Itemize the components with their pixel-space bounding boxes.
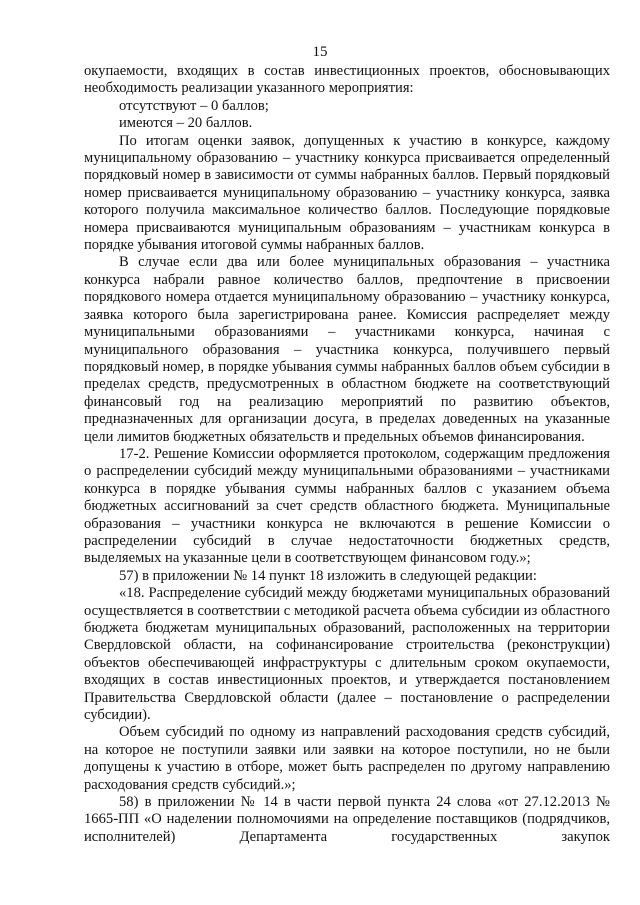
paragraph-score-present: имеются – 20 баллов.	[119, 115, 253, 132]
paragraph-equal-scores: В случае если два или более муниципальных образования – участника конкурса набрали равное количество баллов, предпочтение в присвоении порядкового номера отдается муниципальному образованию – участнику конкурса, заявка которого была зарегистрирована ранее. Комиссия распределяет между муниципальными образованиями – участниками конкурса, начиная с муниципального образования – участника конкурса, получившего первый порядковый номер, в порядке убывания суммы набранных баллов объем субсидии в пределах средств, предусмотренных в областном бюджете на соответствующий финансовый год на реализацию мероприятий по развитию объектов, предназначенных для организации досуга, в пределах доведенных на указанные цели лимитов бюджетных обязательств и предельных объемов финансирования.	[84, 254, 610, 445]
paragraph-score-absent: отсутствуют – 0 баллов;	[119, 97, 269, 114]
paragraph-clause-17-2: 17-2. Решение Комиссии оформляется протоколом, содержащим предложения о распределении субсидий между муниципальными образованиями – участниками конкурса в порядке убывания суммы набранных баллов с указанием объема бюджетных ассигнований за счет средств областного бюджета. Муниципальные образования – участники конкурса не включаются в решение Комиссии о распределении субсидий в случае недостаточности бюджетных средств, выделяемых на указанные цели в соответствующем финансовом году.»;	[84, 445, 610, 567]
paragraph-subsidy-volume: Объем субсидий по одному из направлений расходования средств субсидий, на которое не поступили заявки или заявки на которое поступили, но не были допущены к участию в отборе, может быть распределен по другому направлению расходования средств субсидий.»;	[84, 724, 610, 793]
page-number: 15	[312, 44, 328, 60]
paragraph-amendment-58: 58) в приложении № 14 в части первой пункта 24 слова «от 27.12.2013 № 1665-ПП «О наделении полномочиями на определение поставщиков (подрядчиков, исполнителей) Департамента государственных закупок	[84, 794, 610, 845]
document-body	[84, 63, 610, 846]
paragraph-ranking: По итогам оценки заявок, допущенных к участию в конкурсе, каждому муниципальному образованию – участнику конкурса присваивается определенный порядковый номер в зависимости от суммы набранных баллов. Первый порядковый номер присваивается муниципальному образованию – участнику конкурса, заявка которого получила максимальное количество баллов. Последующие порядковые номера присваиваются муниципальным образованиям – участникам конкурса в порядке убывания итоговой суммы набранных баллов.	[84, 132, 610, 254]
paragraph-amendment-57: 57) в приложении № 14 пункт 18 изложить в следующей редакции:	[119, 567, 537, 584]
paragraph-clause-18: «18. Распределение субсидий между бюджетами муниципальных образований осуществляется в соответствии с методикой расчета объема субсидии из областного бюджета бюджетам муниципальных образований, расположенных на территории Свердловской области, на софинансирование строительства (реконструкции) объектов обеспечивающей инфраструктуры с длительным сроком окупаемости, входящих в состав инвестиционных проектов, и утверждается постановлением Правительства Свердловской области (далее – постановление о распределении субсидии).	[84, 585, 610, 724]
paragraph-continuation: окупаемости, входящих в состав инвестиционных проектов, обосновывающих необходимость реализации указанного мероприятия:	[84, 63, 610, 97]
